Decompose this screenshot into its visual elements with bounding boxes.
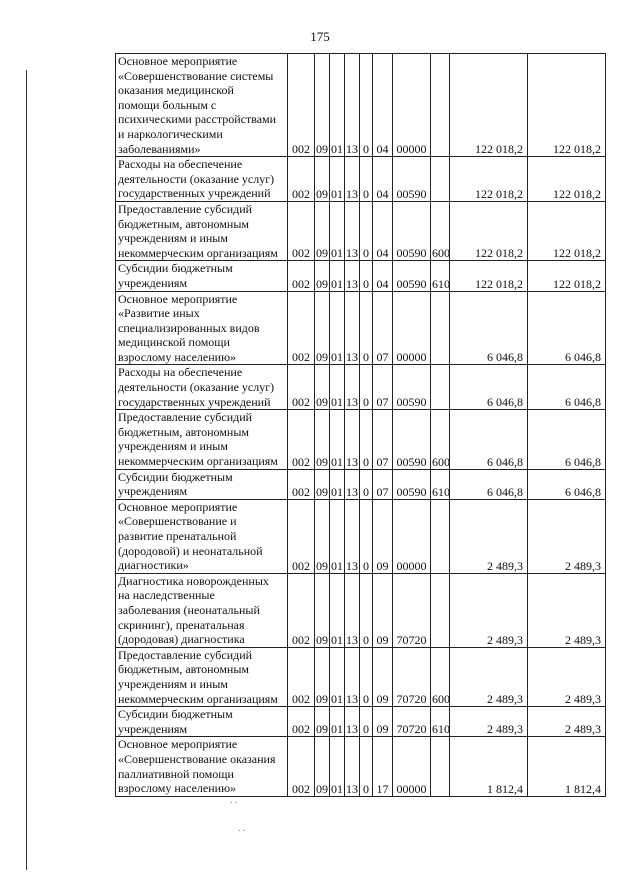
table-row [116,261,606,291]
section-code: 09 [315,261,330,291]
row-name: Предоставление субсидий бюджетным, автономным учреждениям и иным некоммерческим организациям [116,201,288,260]
direction-code: 00590 [393,469,431,499]
amount-1: 122 018,2 [450,157,528,202]
direction-code: 00590 [393,365,431,410]
subsection-code: 01 [330,365,345,410]
amount-1: 2 489,3 [450,499,528,573]
expense-type-code: 610 [431,707,450,737]
event-code: 17 [373,737,393,796]
row-name: Расходы на обеспечение деятельности (оказание услуг) государственных учреждений [116,157,288,202]
program-code: 13 [345,157,360,202]
subsection-code: 01 [330,201,345,260]
subprogram-code: 0 [360,54,373,157]
admin-code: 002 [288,737,315,796]
margin-rule [26,70,27,870]
admin-code: 002 [288,410,315,469]
amount-2: 6 046,8 [528,291,606,365]
subprogram-code: 0 [360,499,373,573]
program-code: 13 [345,647,360,706]
amount-1: 122 018,2 [450,54,528,157]
section-code: 09 [315,573,330,647]
program-code: 13 [345,707,360,737]
program-code: 13 [345,499,360,573]
page-number: 175 [310,29,330,44]
section-code: 09 [315,201,330,260]
subsection-code: 01 [330,157,345,202]
program-code: 13 [345,291,360,365]
expense-type-code: 600 [431,201,450,260]
direction-code: 00590 [393,261,431,291]
section-code: 09 [315,737,330,796]
row-name: Предоставление субсидий бюджетным, автономным учреждениям и иным некоммерческим организациям [116,410,288,469]
program-code: 13 [345,573,360,647]
subprogram-code: 0 [360,410,373,469]
expense-type-code [431,737,450,796]
direction-code: 70720 [393,573,431,647]
subprogram-code: 0 [360,261,373,291]
event-code: 04 [373,261,393,291]
subsection-code: 01 [330,737,345,796]
admin-code: 002 [288,261,315,291]
amount-2: 6 046,8 [528,365,606,410]
direction-code: 70720 [393,647,431,706]
table-row [116,157,606,202]
subsection-code: 01 [330,573,345,647]
section-code: 09 [315,647,330,706]
row-name: Диагностика новорожденных на наследственные заболевания (неонатальный скрининг), пренатальная (дородовая) диагностика [116,573,288,647]
table-row [116,647,606,706]
table-row [116,737,606,796]
event-code: 09 [373,707,393,737]
subsection-code: 01 [330,410,345,469]
table-row [116,573,606,647]
table-row [116,410,606,469]
amount-1: 6 046,8 [450,469,528,499]
program-code: 13 [345,261,360,291]
program-code: 13 [345,201,360,260]
expense-type-code [431,157,450,202]
table-row [116,365,606,410]
subsection-code: 01 [330,291,345,365]
subprogram-code: 0 [360,737,373,796]
amount-2: 2 489,3 [528,499,606,573]
expense-type-code [431,365,450,410]
admin-code: 002 [288,291,315,365]
section-code: 09 [315,499,330,573]
subprogram-code: 0 [360,647,373,706]
admin-code: 002 [288,499,315,573]
table-row [116,291,606,365]
amount-1: 2 489,3 [450,647,528,706]
expense-type-code [431,291,450,365]
admin-code: 002 [288,157,315,202]
row-name: Субсидии бюджетным учреждениям [116,261,288,291]
amount-1: 2 489,3 [450,707,528,737]
expense-type-code [431,499,450,573]
expense-type-code: 600 [431,647,450,706]
event-code: 04 [373,54,393,157]
direction-code: 70720 [393,707,431,737]
direction-code: 00590 [393,201,431,260]
subprogram-code: 0 [360,707,373,737]
subprogram-code: 0 [360,573,373,647]
program-code: 13 [345,410,360,469]
amount-2: 2 489,3 [528,647,606,706]
amount-1: 6 046,8 [450,365,528,410]
program-code: 13 [345,737,360,796]
direction-code: 00000 [393,54,431,157]
amount-2: 2 489,3 [528,573,606,647]
direction-code: 00590 [393,157,431,202]
subprogram-code: 0 [360,365,373,410]
subprogram-code: 0 [360,157,373,202]
event-code: 09 [373,573,393,647]
program-code: 13 [345,469,360,499]
direction-code: 00000 [393,291,431,365]
subsection-code: 01 [330,469,345,499]
amount-2: 6 046,8 [528,410,606,469]
row-name: Основное мероприятие «Совершенствование системы оказания медицинской помощи больным с психическими расстройствами и наркологическими заболеваниями» [116,54,288,157]
expense-type-code: 600 [431,410,450,469]
direction-code: 00000 [393,737,431,796]
amount-2: 6 046,8 [528,469,606,499]
subsection-code: 01 [330,647,345,706]
event-code: 09 [373,499,393,573]
admin-code: 002 [288,469,315,499]
event-code: 07 [373,365,393,410]
section-code: 09 [315,469,330,499]
row-name: Основное мероприятие «Развитие иных специализированных видов медицинской помощи взрослому населению» [116,291,288,365]
expense-type-code: 610 [431,261,450,291]
expense-type-code [431,573,450,647]
row-name: Расходы на обеспечение деятельности (оказание услуг) государственных учреждений [116,365,288,410]
amount-1: 122 018,2 [450,261,528,291]
section-code: 09 [315,54,330,157]
admin-code: 002 [288,647,315,706]
subsection-code: 01 [330,54,345,157]
amount-2: 122 018,2 [528,201,606,260]
event-code: 07 [373,291,393,365]
subsection-code: 01 [330,499,345,573]
amount-2: 1 812,4 [528,737,606,796]
subprogram-code: 0 [360,201,373,260]
section-code: 09 [315,291,330,365]
table-row [116,469,606,499]
row-name: Основное мероприятие «Совершенствование и развитие пренатальной (дородовой) и неонатальной диагностики» [116,499,288,573]
amount-1: 6 046,8 [450,410,528,469]
program-code: 13 [345,365,360,410]
amount-2: 122 018,2 [528,261,606,291]
amount-1: 2 489,3 [450,573,528,647]
table-row [116,201,606,260]
amount-1: 122 018,2 [450,201,528,260]
expense-type-code [431,54,450,157]
event-code: 04 [373,157,393,202]
amount-1: 6 046,8 [450,291,528,365]
direction-code: 00590 [393,410,431,469]
row-name: Субсидии бюджетным учреждениям [116,469,288,499]
amount-1: 1 812,4 [450,737,528,796]
program-code: 13 [345,54,360,157]
scan-speck: . . [230,795,238,806]
section-code: 09 [315,365,330,410]
subsection-code: 01 [330,261,345,291]
admin-code: 002 [288,707,315,737]
event-code: 09 [373,647,393,706]
section-code: 09 [315,707,330,737]
admin-code: 002 [288,365,315,410]
admin-code: 002 [288,573,315,647]
table-row [116,54,606,157]
subsection-code: 01 [330,707,345,737]
row-name: Предоставление субсидий бюджетным, автономным учреждениям и иным некоммерческим организациям [116,647,288,706]
amount-2: 122 018,2 [528,157,606,202]
section-code: 09 [315,157,330,202]
row-name: Основное мероприятие «Совершенствование оказания паллиативной помощи взрослому населению» [116,737,288,796]
table-row [116,499,606,573]
budget-table [115,53,606,797]
direction-code: 00000 [393,499,431,573]
event-code: 07 [373,410,393,469]
amount-2: 122 018,2 [528,54,606,157]
admin-code: 002 [288,201,315,260]
amount-2: 2 489,3 [528,707,606,737]
subprogram-code: 0 [360,291,373,365]
subprogram-code: 0 [360,469,373,499]
expense-type-code: 610 [431,469,450,499]
scan-speck: . . [238,823,246,834]
table-row [116,707,606,737]
event-code: 07 [373,469,393,499]
section-code: 09 [315,410,330,469]
admin-code: 002 [288,54,315,157]
row-name: Субсидии бюджетным учреждениям [116,707,288,737]
event-code: 04 [373,201,393,260]
